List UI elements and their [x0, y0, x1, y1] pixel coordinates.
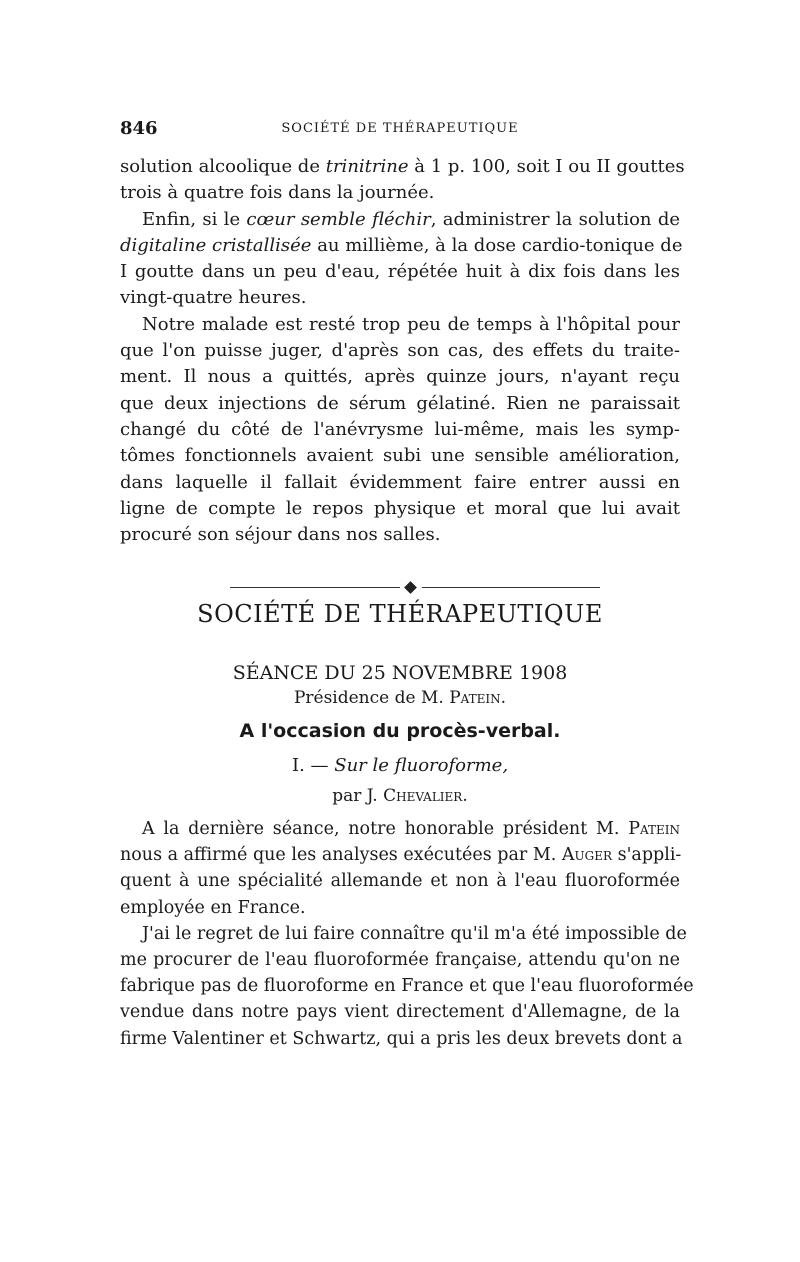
author-name: Chevalier	[383, 786, 463, 806]
section-title: SOCIÉTÉ DE THÉRAPEUTIQUE	[197, 600, 603, 628]
text-line: que l'on puisse juger, d'après son cas, des effets du traite-	[120, 340, 680, 362]
text-line: vendue dans notre pays vient directement d'Allemagne, de la	[120, 1002, 680, 1023]
running-head	[120, 118, 680, 142]
text-line: quent à une spécialité allemande et non à l'eau fluoroformée	[120, 871, 680, 892]
text-line: J'ai le regret de lui faire connaître qu'il m'a été impossible de	[142, 923, 687, 944]
text-line: me procurer de l'eau fluoroformée française, attendu qu'on ne	[120, 950, 680, 971]
text-line: changé du côté de l'anévrysme lui-même, mais les symp-	[120, 418, 680, 440]
text-line: Enfin, si le cœur semble fléchir, administrer la solution de	[142, 208, 680, 230]
paragraph	[120, 154, 685, 207]
divider-rule-left	[230, 587, 400, 588]
text-line: ligne de compte le repos physique et moral que lui avait	[120, 497, 680, 519]
paragraph	[120, 921, 694, 1052]
president-name: Patein	[449, 688, 501, 708]
running-title: SOCIÉTÉ DE THÉRAPEUTIQUE	[281, 121, 519, 136]
session-date: SÉANCE DU 25 NOVEMBRE 1908	[232, 662, 568, 684]
text-line: digitaline cristallisée au millième, à la dose cardio-tonique de	[120, 234, 683, 256]
text-line: dans laquelle il fallait évidemment faire entrer aussi en	[120, 471, 680, 493]
paragraph	[120, 312, 680, 549]
text-line: trois à quatre fois dans la journée.	[120, 182, 435, 204]
text-line: vingt-quatre heures.	[120, 287, 307, 309]
page-number: 846	[120, 118, 158, 139]
text-line: A la dernière séance, notre honorable président M. Patein	[142, 819, 680, 839]
divider-rule-right	[422, 587, 600, 588]
section-heading: A l'occasion du procès-verbal.	[239, 720, 561, 742]
text-line: que deux injections de sérum gélatiné. Rien ne paraissait	[120, 392, 680, 414]
paragraph	[120, 207, 683, 312]
previous-article-end	[120, 154, 685, 548]
article-title: I. — Sur le fluoroforme,	[291, 755, 509, 776]
text-line: I goutte dans un peu d'eau, répétée huit à dix fois dans les	[120, 261, 680, 283]
section-divider	[230, 584, 600, 592]
text-line: ment. Il nous a quittés, après quinze jours, n'ayant reçu	[120, 366, 680, 388]
divider-ornament-icon	[404, 581, 417, 594]
text-line: employée en France.	[120, 897, 306, 918]
paragraph	[120, 816, 680, 921]
text-line: solution alcoolique de trinitrine à 1 p. 100, soit I ou II gouttes	[120, 156, 685, 177]
text-line: Notre malade est resté trop peu de temps à l'hôpital pour	[142, 313, 680, 335]
text-line: procuré son séjour dans nos salles.	[120, 524, 441, 546]
text-line: nous a affirmé que les analyses exécutées par M. Auger s'appli-	[120, 845, 682, 866]
article-body	[120, 816, 694, 1052]
article-author: par J. Chevalier.	[332, 786, 468, 806]
presidency-line: Présidence de M. Patein.	[293, 688, 507, 708]
text-line: tômes fonctionnels avaient subi une sensible amélioration,	[120, 445, 680, 467]
text-line: firme Valentiner et Schwartz, qui a pris les deux brevets dont a	[120, 1028, 683, 1049]
text-line: fabrique pas de fluoroforme en France et que l'eau fluoroformée	[120, 976, 694, 997]
